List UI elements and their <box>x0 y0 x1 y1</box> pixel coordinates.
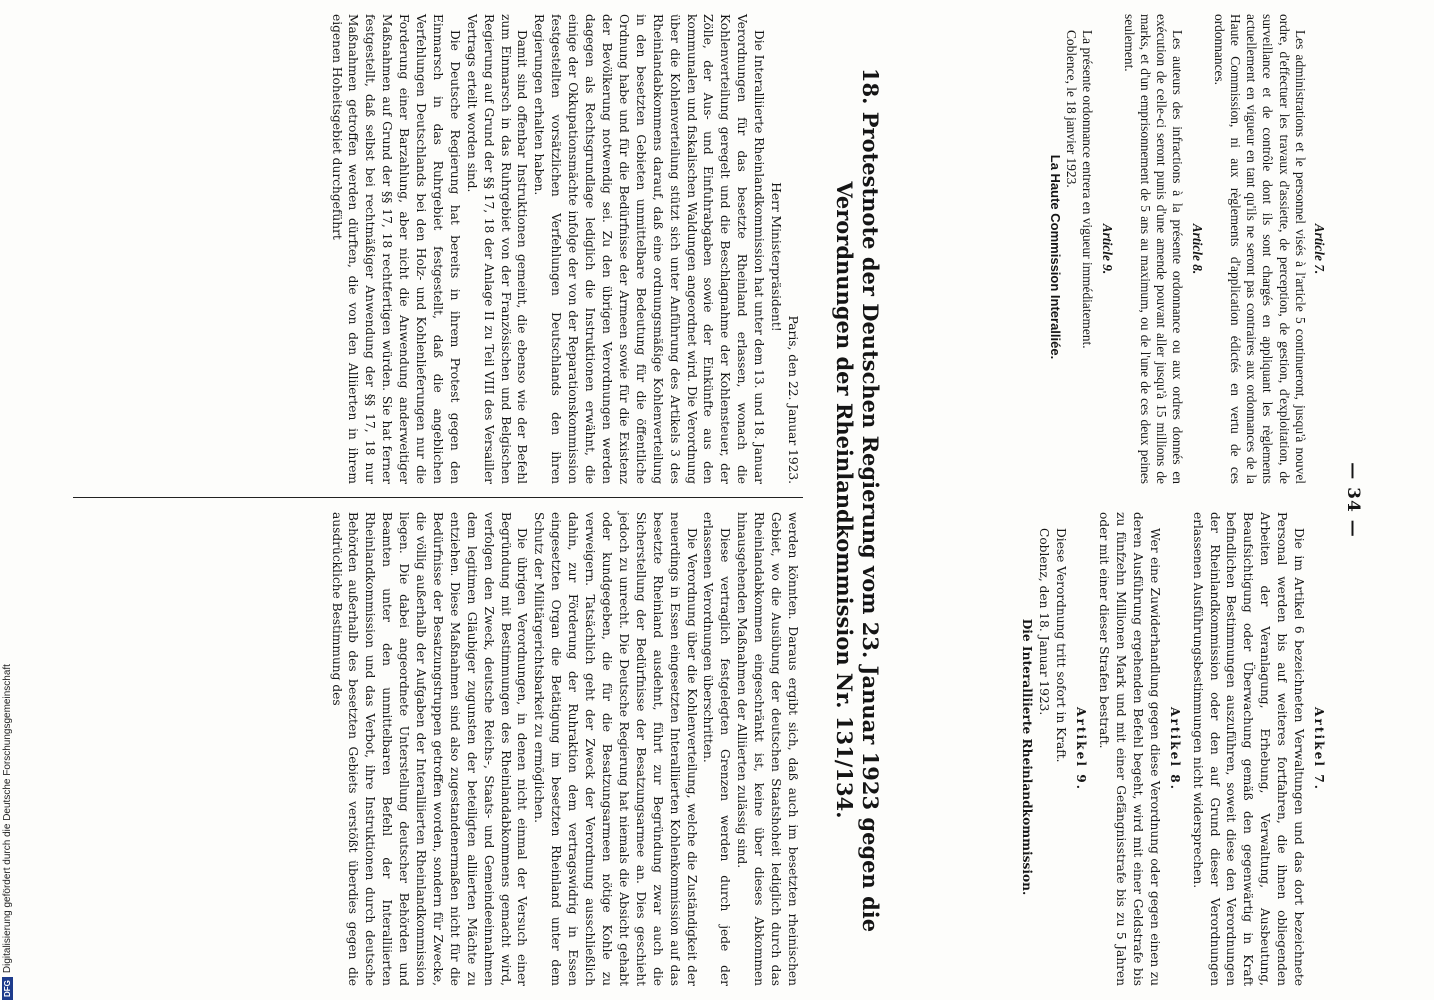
column-divider <box>73 497 803 498</box>
article8-heading-de: Artikel 8. <box>1167 707 1182 791</box>
dfg-logo: DFG <box>2 977 13 1000</box>
protest-right-p2: Diese vertraglich festgelegten Grenzen werden durch jede der erlassenen Verordnungen überschritten. <box>701 512 733 986</box>
protest-salutation: Herr Ministerpräsident! <box>769 182 784 332</box>
protest-place-date: Paris, den 22. Januar 1923. <box>786 315 800 484</box>
protest-left-p1: Die Interalliierte Rheinlandkommission hat unter dem 13. und 18. Januar Verordnungen für das besetzte Rheinland erlassen, wonach die Kohlenverteilung geregelt und die Beschlagnahme der Kohlensteuer, der Zölle, der Aus- und Einfuhrabgaben sowie der Einkünfte aus den kommunalen und fiskalischen Waldungen angeordnet wird. Die Verordnung über die Kohlenverteilung stützt sich unter Anführung des Artikels 3 des Rheinlandabkommens darauf, daß eine ordnungsmäßige Kohlenverteilung in den besetzten Gebieten unmittelbare Bedeutung für die öffentliche Ordnung habe und für die Bedürfnisse der Armeen sowie für die Existenz der Bevölkerung notwendig sei. Zu den übrigen Verordnungen werden dagegen als Rechtsgrundlage lediglich die Instruktionen erwähnt, die einige der Okkupationsmächte infolge der von der Reparationskommission festgestellten vorsätzlichen Verfehlungen Deutschlands den ihren Regierungen erhalten haben. <box>532 14 767 484</box>
page-number: — 34 — <box>1343 462 1363 538</box>
signature-fr: La Haute Commission Interalliée. <box>1047 154 1063 360</box>
digitization-credit: Digitalisierung gefördert durch die Deutsche Forschungsgemeinschaft <box>2 664 14 974</box>
place-date-fr: Coblence, le 18 janvier 1923. <box>1064 30 1080 188</box>
article7-heading-fr: Article 7. <box>1312 223 1327 275</box>
protest-left-p3: Die Deutsche Regierung hat bereits in ihrem Protest gegen den Einmarsch in das Ruhrgebiet festgestellt, daß die angeblichen Verfehlungen Deutschlands bei den Holz- und Kohlenlieferungen nur die Forderung einer Barzahlung, aber nicht die Anwendung anderweitiger Maßnahmen auf Grund der §§ 17, 18 rechtfertigen würden. Sie hat ferner festgestellt, daß selbst bei rechtmäßiger Anwendung der §§ 17, 18 nur Maßnahmen getroffen werden dürften, die von den Alliierten in ihrem eigenen Hoheitsgebiet durchgeführt <box>329 14 462 484</box>
protest-left-p2: Damit sind offenbar Instruktionen gemeint, die ebenso wie der Befehl zum Einmarsch in das Ruhrgebiet von der Französischen und Belgischen Regierung auf Grund der §§ 17, 18 der Anlage II zu Teil VIII des Versailler Vertrags erteilt worden sind. <box>464 14 530 484</box>
article8-text-fr: Les auteurs des infractions à la présente ordonnance ou aux ordres donnés en exécution de celle-ci seront punis d'une amende pouvant aller jusqu'à 15 millions de marks, et d'un emprisonnement de 5 ans au maximum, ou de l'une de ces deux peines seulement. <box>1121 14 1186 484</box>
article8-text-de: Wer eine Zuwiderhandlung gegen diese Verordnung oder gegen einen zu deren Ausführung ergehenden Befehl begeht, wird mit einer Geldstrafe bis zu fünfzehn Millionen Mark und mit einer Gefängnisstrafe bis zu 5 Jahren oder mit einer dieser Strafen bestraft. <box>1097 512 1162 986</box>
protest-right-p4: Die übrigen Verordnungen, in denen nicht einmal der Versuch einer Begründung mit Bestimmungen des Rheinlandabkommens gemacht wird, verfolgen den Zweck, deutsche Reichs-, Staats- und Gemeindeeinnahmen dem legitimen Gläubiger zugunsten der beteiligten alliierten Mächte zu entziehen. Diese Maßnahmen sind also zugestandenermaßen nicht für die Bedürfnisse der Besatzungstruppen getroffen worden, sondern für Zwecke, die völlig außerhalb der Aufgaben der Interalliierten Rheinlandkommission liegen. Die dabei angeordnete Unterstellung deutscher Behörden und Beamten unter den unmittelbaren Befehl der Interalliierten Rheinlandkommission und das Verbot, ihre Instruktionen durch deutsche Behörden außerhalb des besetzten Gebiets verstößt überdies gegen die ausdrückliche Bestimmung des <box>329 512 530 986</box>
german-column <box>903 512 1333 986</box>
protest-right-p1: werden könnten. Daraus ergibt sich, daß auch im besetzten rheinischen Gebiet, wo die Ausübung der deutschen Staatshoheit lediglich durch das Rheinlandabkommen eingeschränkt ist, keine über dieses Abkommen hinausgehenden Maßnahmen der Alliierten zulässig sind. <box>735 512 800 986</box>
protest-right-p3: Die Verordnung über die Kohlenverteilung, welche die Zuständigkeit der neuerdings in Essen eingesetzten Interalliierten Kohlenkommission auf das besetzte Rheinland ausdehnt, führt zur Begründung zwar auch die Sicherstellung der Bedürfnisse der Besatzungsarmee an. Dies geschieht jedoch zu unrecht. Die Deutsche Regierung hat niemals die Absicht gehabt oder kundgegeben, die für die Besatzungsarmeen nötige Kohle zu verweigern. Tatsächlich geht der Zweck der Verordnung ausschließlich dahin, zur Förderung der Ruhraktion dem vertragswidrig in Essen eingesetzten Organ die Betätigung im besetzten Rheinland unter dem Schutz der Militärgerichtsbarkeit zu ermöglichen. <box>532 512 699 986</box>
article9-text-de: Diese Verordnung tritt sofort in Kraft. <box>1054 528 1069 763</box>
rotated-page <box>67 0 1367 1000</box>
article9-heading-de: Artikel 9. <box>1074 707 1089 791</box>
digitization-footer <box>2 0 13 1000</box>
section-title: 18. Protestnote der Deutschen Regierung vom 23. Januar 1923 gegen die Verordnungen der Rheinlandkommission Nr. 131/134. <box>832 67 883 933</box>
article7-heading-de: Artikel 7. <box>1312 707 1326 791</box>
article7-text-de: Die im Artikel 6 bezeichneten Verwaltungen und das dort bezeichnete Personal werden bis auf weiteres fortfahren, die ihnen obliegenden Arbeiten der Veranlagung, Erhebung, Verwaltung, Ausbeutung, Beaufsichtigung oder Überwachung gemäß den gegenwärtig in Kraft befindlichen Bestimmungen auszuführen, soweit diese den Verordnungen der Rheinlandkommission oder den auf Grund dieser Verordnungen erlassenen Ausführungsbestimmungen nicht widersprechen. <box>1190 512 1307 986</box>
article8-heading-fr: Article 8. <box>1189 223 1205 275</box>
signature-de: Die Interalliierte Rheinlandkommission. <box>1020 618 1035 896</box>
protest-right-column <box>328 512 801 986</box>
place-date-de: Coblenz, den 18. Januar 1923. <box>1037 528 1052 716</box>
article9-heading-fr: Article 9. <box>1099 223 1115 275</box>
protest-left-column <box>328 14 801 484</box>
article7-text-fr: Les administrations et le personnel visés à l'article 5 continueront, jusqu'à nouvel ordre, d'effectuer les travaux d'assiette, de perception, de gestion, d'exploitation, de surveillance et de contrôle dont ils sont chargés en appliquant les règlements actuellement en vigueur en tant qu'ils ne seront pas contraires aux ordonnances de la Haute Commission, ni aux règlements d'application édictés en vertu de ces ordonnances. <box>1211 14 1308 484</box>
article9-text-fr: La présente ordonnance entrera en vigueur immédiatement. <box>1080 30 1096 349</box>
french-column <box>903 14 1333 484</box>
